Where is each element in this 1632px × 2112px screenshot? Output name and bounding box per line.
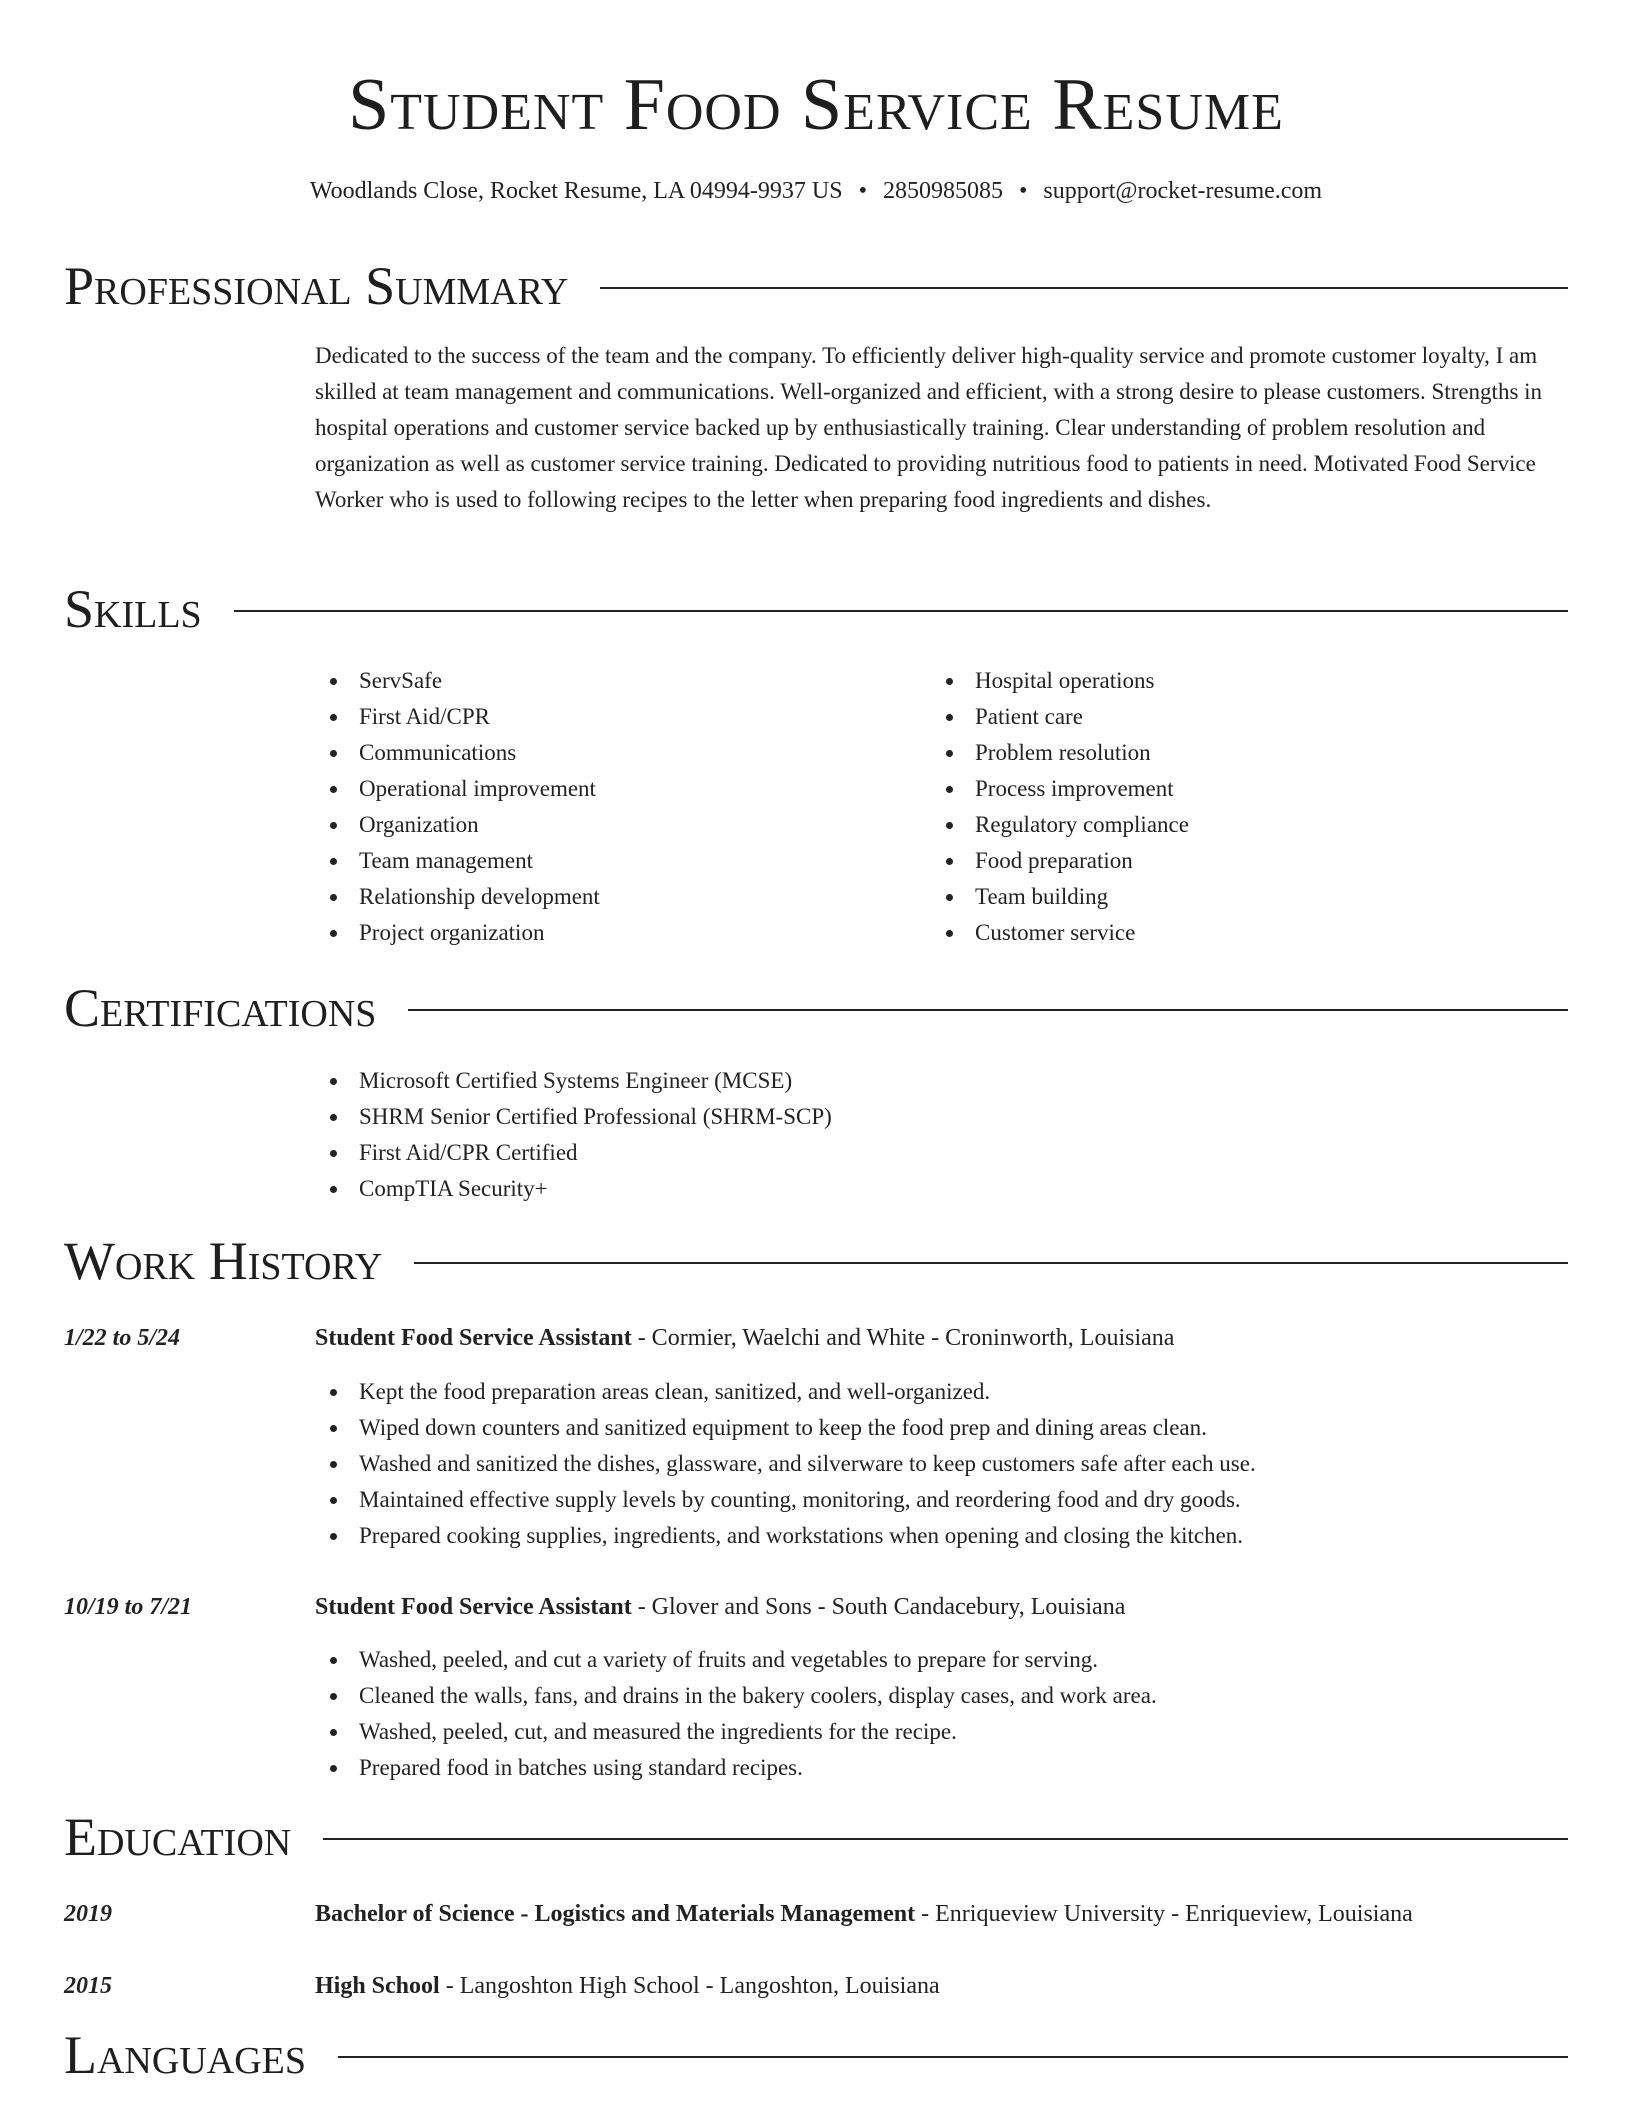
contact-email[interactable]: support@rocket-resume.com [1043,178,1323,204]
contact-line [0,173,1632,209]
section-title-work-history: Work History [64,1231,383,1291]
section-divider [338,2056,1568,2058]
job-duties-list [315,1374,1256,1554]
job-heading [315,1589,1125,1625]
certification-item: SHRM Senior Certified Professional (SHRM-SCP) [315,1099,832,1135]
section-header-skills [64,574,1568,644]
certification-item: CompTIA Security+ [315,1171,832,1207]
education-year: 2019 [64,1901,112,1927]
job-dates: 10/19 to 7/21 [64,1594,193,1620]
education-school-location: - Enriqueview University - Enriqueview, Louisiana [915,1901,1413,1927]
job-title: Student Food Service Assistant [315,1594,632,1620]
job-duties-list [315,1642,1157,1786]
summary-text: Dedicated to the success of the team and the company. To efficiently deliver high-quality service and promote customer loyalty, I am skilled at team management and communications. Well-organized and efficient, with a strong desire to please customers. Strengths in hospital operations and customer service backed up by enthusiastically training. Clear understanding of problem resolution and organization as well as customer service training. Dedicated to providing nutritious food to patients in need. Motivated Food Service Worker who is used to following recipes to the letter when preparing food ingredients and dishes. [315,343,1543,512]
skill-item: Food preparation [931,843,1189,879]
job-duty-item: Washed and sanitized the dishes, glassware, and silverware to keep customers safe after each use. [315,1446,1256,1482]
skill-item: ServSafe [315,663,600,699]
skill-item: Customer service [931,915,1189,951]
education-heading [315,1968,940,2004]
education-degree: Bachelor of Science - Logistics and Materials Management [315,1901,916,1927]
section-divider [234,610,1568,612]
skill-item: Problem resolution [931,735,1189,771]
skill-item: Project organization [315,915,600,951]
job-heading [315,1320,1174,1356]
contact-separator: • [858,178,867,204]
job-duty-item: Maintained effective supply levels by counting, monitoring, and reordering food and dry goods. [315,1482,1256,1518]
section-title-education: Education [64,1807,292,1867]
section-divider [600,287,1568,289]
skill-item: Process improvement [931,771,1189,807]
job-duty-item: Wiped down counters and sanitized equipment to keep the food prep and dining areas clean. [315,1410,1256,1446]
section-header-education [64,1802,1568,1872]
section-title-summary: Professional Summary [64,256,569,316]
section-title-skills: Skills [64,579,202,639]
skill-item: Team building [931,879,1189,915]
skill-item: Patient care [931,699,1189,735]
resume-title: Student Food Service Resume [348,64,1284,146]
section-header-languages [64,2020,1568,2090]
education-school-location: - Langoshton High School - Langoshton, Louisiana [439,1973,940,1999]
contact-separator: • [1019,178,1028,204]
contact-phone: 2850985085 [883,178,1003,204]
job-duty-item: Cleaned the walls, fans, and drains in the bakery coolers, display cases, and work area. [315,1678,1157,1714]
certification-item: Microsoft Certified Systems Engineer (MCSE) [315,1063,832,1099]
section-title-certifications: Certifications [64,978,377,1038]
skill-item: Communications [315,735,600,771]
section-divider [323,1838,1568,1840]
skill-item: Operational improvement [315,771,600,807]
section-divider [414,1262,1568,1264]
job-duty-item: Washed, peeled, and cut a variety of fruits and vegetables to prepare for serving. [315,1642,1157,1678]
certification-item: First Aid/CPR Certified [315,1135,832,1171]
skills-list-left [315,663,600,951]
contact-address: Woodlands Close, Rocket Resume, LA 04994-9937 US [309,178,843,204]
education-heading [315,1896,1413,1932]
skill-item: Regulatory compliance [931,807,1189,843]
job-duty-item: Washed, peeled, cut, and measured the ingredients for the recipe. [315,1714,1157,1750]
job-duty-item: Prepared cooking supplies, ingredients, and workstations when opening and closing the kitchen. [315,1518,1256,1554]
job-dates: 1/22 to 5/24 [64,1325,181,1351]
education-degree: High School [315,1973,440,1999]
section-title-languages: Languages [64,2025,306,2085]
job-employer-location: - Cormier, Waelchi and White - Croninworth, Louisiana [631,1325,1175,1351]
job-title: Student Food Service Assistant [315,1325,632,1351]
job-duty-item: Prepared food in batches using standard recipes. [315,1750,1157,1786]
skills-list-right [931,663,1189,951]
job-duty-item: Kept the food preparation areas clean, sanitized, and well-organized. [315,1374,1256,1410]
certifications-list [315,1063,832,1207]
skill-item: Relationship development [315,879,600,915]
job-employer-location: - Glover and Sons - South Candacebury, Louisiana [631,1594,1126,1620]
skill-item: Team management [315,843,600,879]
skill-item: Hospital operations [931,663,1189,699]
education-year: 2015 [64,1973,112,1999]
section-header-work-history [64,1226,1568,1296]
section-divider [408,1009,1568,1011]
skill-item: First Aid/CPR [315,699,600,735]
section-header-certifications [64,973,1568,1043]
skill-item: Organization [315,807,600,843]
section-header-summary [64,251,1568,321]
